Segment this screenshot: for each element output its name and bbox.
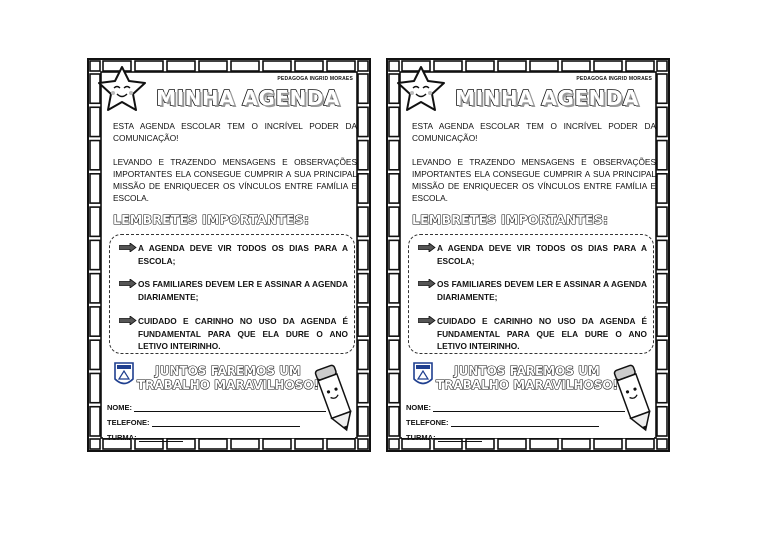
body-paragraph: LEVANDO E TRAZENDO MENSAGENS E OBSERVAÇÕES IMPORTANTES ELA CONSEGUE CUMPRIR A SUA PRINCIPAL MISSÃO DE ENRIQUECER OS VÍNCULOS ENTRE FAMÍLIA E ESCOLA. [113,157,357,203]
border-block [358,61,368,71]
class-field[interactable] [406,433,482,442]
arrow-right-icon [119,316,137,325]
border-block [562,439,590,449]
border-block [562,61,590,71]
reminder-text: CUIDADO E CARINHO NO USO DA AGENDA É FUNDAMENTAL PARA QUE ELA DURE O ANO LETIVO INTEIRINHO. [437,316,647,351]
agenda-card-right [386,58,670,452]
reminder-text: OS FAMILIARES DEVEM LER E ASSINAR A AGENDA DIARIAMENTE; [437,279,647,302]
name-field[interactable] [107,403,326,412]
reminder-item [120,242,348,267]
border-block [358,439,368,449]
author-credit: PEDAGOGA INGRID MORAES [277,76,353,82]
border-block [327,439,355,449]
reminder-item [419,315,647,353]
phone-field[interactable] [107,418,300,427]
border-block [167,61,195,71]
border-block [358,107,368,136]
school-logo-icon [113,361,135,389]
border-block [263,61,291,71]
border-block [389,307,399,336]
border-block [657,274,667,303]
border-block [594,439,622,449]
phone-label: TELEFONE: [107,418,150,427]
author-credit: PEDAGOGA INGRID MORAES [576,76,652,82]
card-title: MINHA AGENDA [455,86,639,110]
closing-line-2: TRABALHO MARAVILHOSO! [136,378,320,392]
reminders-heading: LEMBRETES IMPORTANTES: [113,212,310,227]
border-block [358,340,368,369]
school-logo-icon [412,361,434,389]
border-block [657,207,667,236]
reminder-item [120,315,348,353]
reminder-text: OS FAMILIARES DEVEM LER E ASSINAR A AGENDA DIARIAMENTE; [138,279,348,302]
phone-field[interactable] [406,418,599,427]
border-block [90,207,100,236]
border-block [389,207,399,236]
arrow-right-icon [119,243,137,252]
closing-line-1: JUNTOS FAREMOS UM [155,364,301,378]
border-block [358,240,368,269]
reminder-item [419,242,647,267]
border-block [657,373,667,402]
border-block [657,307,667,336]
border-block [657,407,667,436]
intro-paragraph: ESTA AGENDA ESCOLAR TEM O INCRÍVEL PODER DA COMUNICAÇÃO! [113,121,357,143]
border-block [90,407,100,436]
smiling-pencil-icon [610,360,658,436]
border-block [657,340,667,369]
border-block [199,61,227,71]
border-block [389,340,399,369]
reminder-text: A AGENDA DEVE VIR TODOS OS DIAS PARA A ESCOLA; [138,243,348,266]
border-block [295,439,323,449]
name-label: NOME: [406,403,431,412]
border-block [358,174,368,203]
border-block [389,141,399,170]
agenda-card-left [87,58,371,452]
border-block [594,61,622,71]
border-block [389,439,399,449]
border-block [90,274,100,303]
border-block [90,307,100,336]
border-block [90,439,100,449]
border-block [90,373,100,402]
class-label: TURMA: [107,433,137,442]
border-block [358,74,368,103]
reminder-text: A AGENDA DEVE VIR TODOS OS DIAS PARA A ESCOLA; [437,243,647,266]
name-field[interactable] [406,403,625,412]
border-block [657,240,667,269]
reminder-item [120,278,348,303]
border-block [389,240,399,269]
border-block [657,61,667,71]
border-block [90,240,100,269]
border-block [466,61,494,71]
border-block [358,207,368,236]
border-block [90,174,100,203]
border-block [90,141,100,170]
card-content [402,76,656,442]
border-block [657,174,667,203]
border-block [327,61,355,71]
border-block [389,373,399,402]
class-field[interactable] [107,433,183,442]
class-label: TURMA: [406,433,436,442]
closing-message [432,364,622,392]
body-paragraph: LEVANDO E TRAZENDO MENSAGENS E OBSERVAÇÕES IMPORTANTES ELA CONSEGUE CUMPRIR A SUA PRINCIPAL MISSÃO DE ENRIQUECER OS VÍNCULOS ENTRE FAMÍLIA E ESCOLA. [412,157,656,203]
reminders-box [408,234,654,354]
reminder-text: CUIDADO E CARINHO NO USO DA AGENDA É FUNDAMENTAL PARA QUE ELA DURE O ANO LETIVO INTEIRINHO. [138,316,348,351]
border-block [657,141,667,170]
border-block [358,373,368,402]
border-block [295,61,323,71]
card-title: MINHA AGENDA [156,86,340,110]
border-block [657,439,667,449]
border-block [263,439,291,449]
reminders-box [109,234,355,354]
border-block [498,439,526,449]
border-block [199,439,227,449]
arrow-right-icon [418,279,436,288]
border-block [498,61,526,71]
arrow-right-icon [418,243,436,252]
border-block [231,439,259,449]
border-block [231,61,259,71]
intro-paragraph: ESTA AGENDA ESCOLAR TEM O INCRÍVEL PODER DA COMUNICAÇÃO! [412,121,656,143]
phone-label: TELEFONE: [406,418,449,427]
border-block [358,407,368,436]
border-block [358,141,368,170]
name-label: NOME: [107,403,132,412]
closing-line-1: JUNTOS FAREMOS UM [454,364,600,378]
arrow-right-icon [418,316,436,325]
border-block [389,274,399,303]
border-block [90,340,100,369]
closing-message [133,364,323,392]
border-block [389,407,399,436]
border-block [358,274,368,303]
border-block [530,439,558,449]
border-block [358,307,368,336]
border-block [626,439,654,449]
border-block [626,61,654,71]
arrow-right-icon [119,279,137,288]
border-block [530,61,558,71]
reminder-item [419,278,647,303]
border-block [657,74,667,103]
closing-line-2: TRABALHO MARAVILHOSO! [435,378,619,392]
smiling-pencil-icon [311,360,359,436]
card-content [103,76,357,442]
reminders-heading: LEMBRETES IMPORTANTES: [412,212,609,227]
border-block [389,174,399,203]
border-block [657,107,667,136]
